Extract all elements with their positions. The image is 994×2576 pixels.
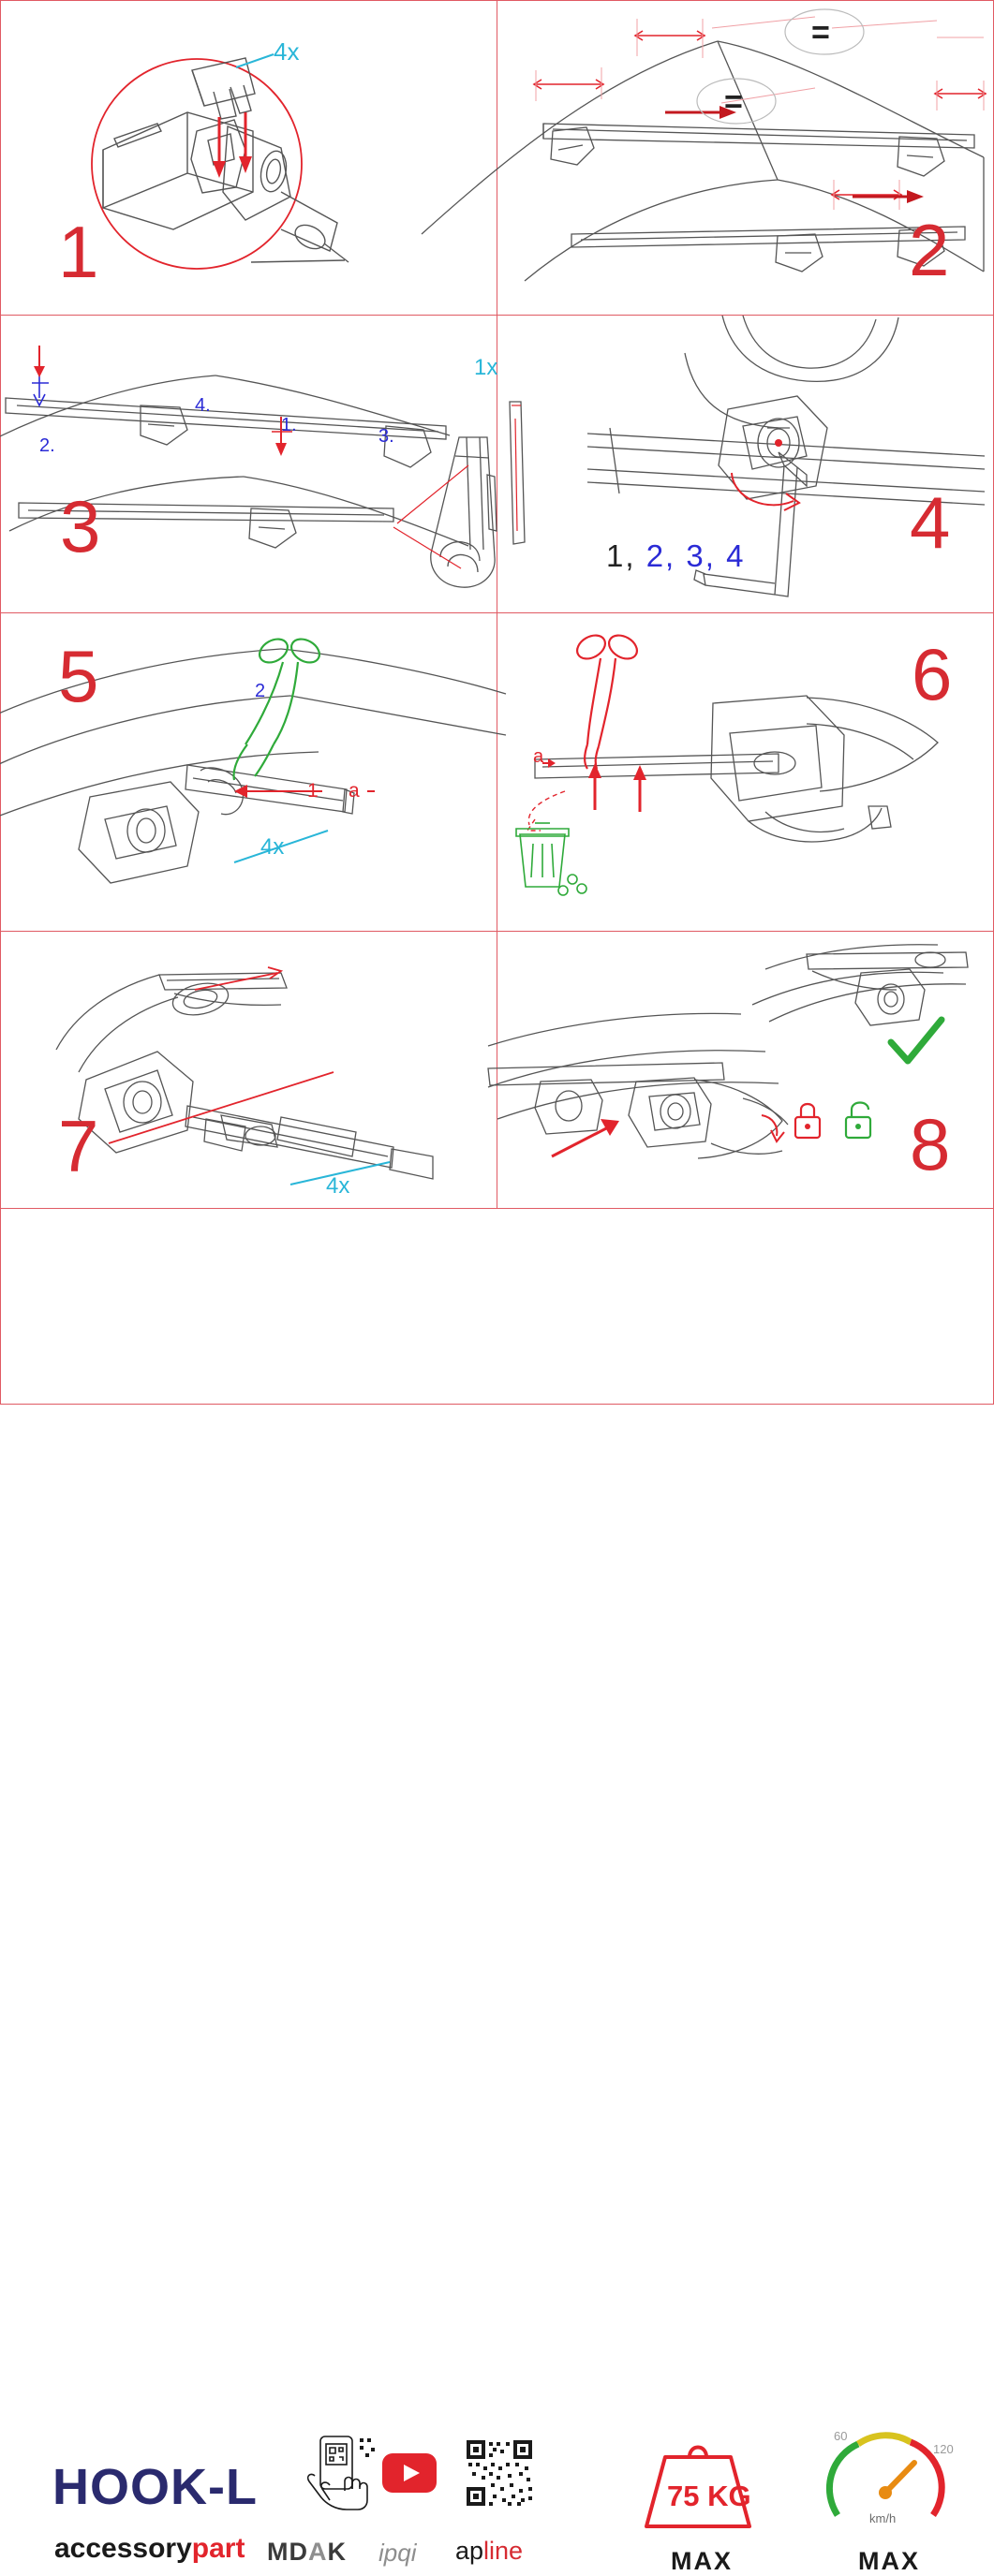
step-5-callout-a: a [349, 780, 360, 802]
step-3-illustration [0, 316, 497, 612]
step-2-number: 2 [909, 209, 948, 291]
brand-apline [455, 2537, 523, 2566]
step-4-seq-1: 1, [606, 538, 636, 573]
speed-limit-label: MAX [858, 2547, 920, 2575]
weight-limit-label: MAX [671, 2547, 733, 2575]
step-2-panel [497, 0, 994, 315]
brand-mdak-c: K [327, 2538, 347, 2566]
step-6-panel [497, 613, 994, 930]
step-4-seq-4: 4 [726, 538, 746, 573]
youtube-icon[interactable] [382, 2453, 437, 2493]
step-5-panel [0, 613, 497, 930]
step-7-callout-4x: 4x [326, 1173, 350, 1199]
brand-mdak [267, 2538, 347, 2567]
step-3-label-4: 4. [195, 395, 211, 416]
step-3-label-3: 3. [378, 426, 394, 447]
step-5-number: 5 [58, 635, 97, 717]
step-2-equals-2: = [724, 84, 743, 120]
brand-mdak-a: MD [267, 2538, 308, 2566]
speed-tick-120: 120 [933, 2442, 954, 2456]
brand-apline-a: ap [455, 2537, 484, 2565]
step-4-seq-3: 3, [686, 538, 716, 573]
footer [0, 1208, 994, 2575]
product-title: HOOK-L [52, 2459, 258, 2515]
step-3-callout-1x: 1x [474, 355, 498, 380]
step-7-number: 7 [58, 1105, 97, 1187]
step-2-equals-1: = [811, 15, 830, 51]
brand-accessory-text: accessory [54, 2533, 192, 2564]
step-1-callout-4x: 4x [274, 37, 300, 66]
step-4-seq-2: 2, [645, 538, 676, 573]
brand-mdak-b: A [308, 2538, 328, 2566]
step-5-callout-1: 1 [307, 780, 319, 802]
qr-scan-hand-icon[interactable] [302, 2435, 382, 2519]
step-4-sequence [606, 538, 745, 574]
step-3-panel [0, 316, 497, 612]
step-4-illustration [497, 316, 994, 612]
step-4-number: 4 [910, 481, 949, 564]
step-8-number: 8 [910, 1103, 949, 1185]
brand-ipqi: ipqi [378, 2539, 417, 2567]
step-1-panel [0, 0, 497, 315]
brand-part-text: part [191, 2533, 245, 2564]
speed-unit-label: km/h [869, 2511, 897, 2525]
step-4-panel [497, 316, 994, 612]
qr-code-icon[interactable] [465, 2438, 534, 2508]
weight-limit-value: 75 KG [667, 2480, 751, 2512]
step-5-callout-4x: 4x [260, 834, 285, 860]
step-6-number: 6 [912, 633, 951, 715]
step-3-number: 3 [60, 485, 99, 567]
step-3-label-2: 2. [39, 435, 55, 456]
brand-apline-b: line [483, 2537, 524, 2565]
step-5-callout-2: 2 [255, 681, 266, 701]
speed-tick-60: 60 [834, 2429, 848, 2443]
step-8-panel [497, 932, 994, 1208]
step-7-panel [0, 932, 497, 1208]
brand-accessorypart [54, 2533, 245, 2565]
step-6-callout-a: a [533, 746, 544, 767]
step-1-number: 1 [58, 211, 97, 293]
step-3-label-1: 1. [281, 415, 297, 435]
